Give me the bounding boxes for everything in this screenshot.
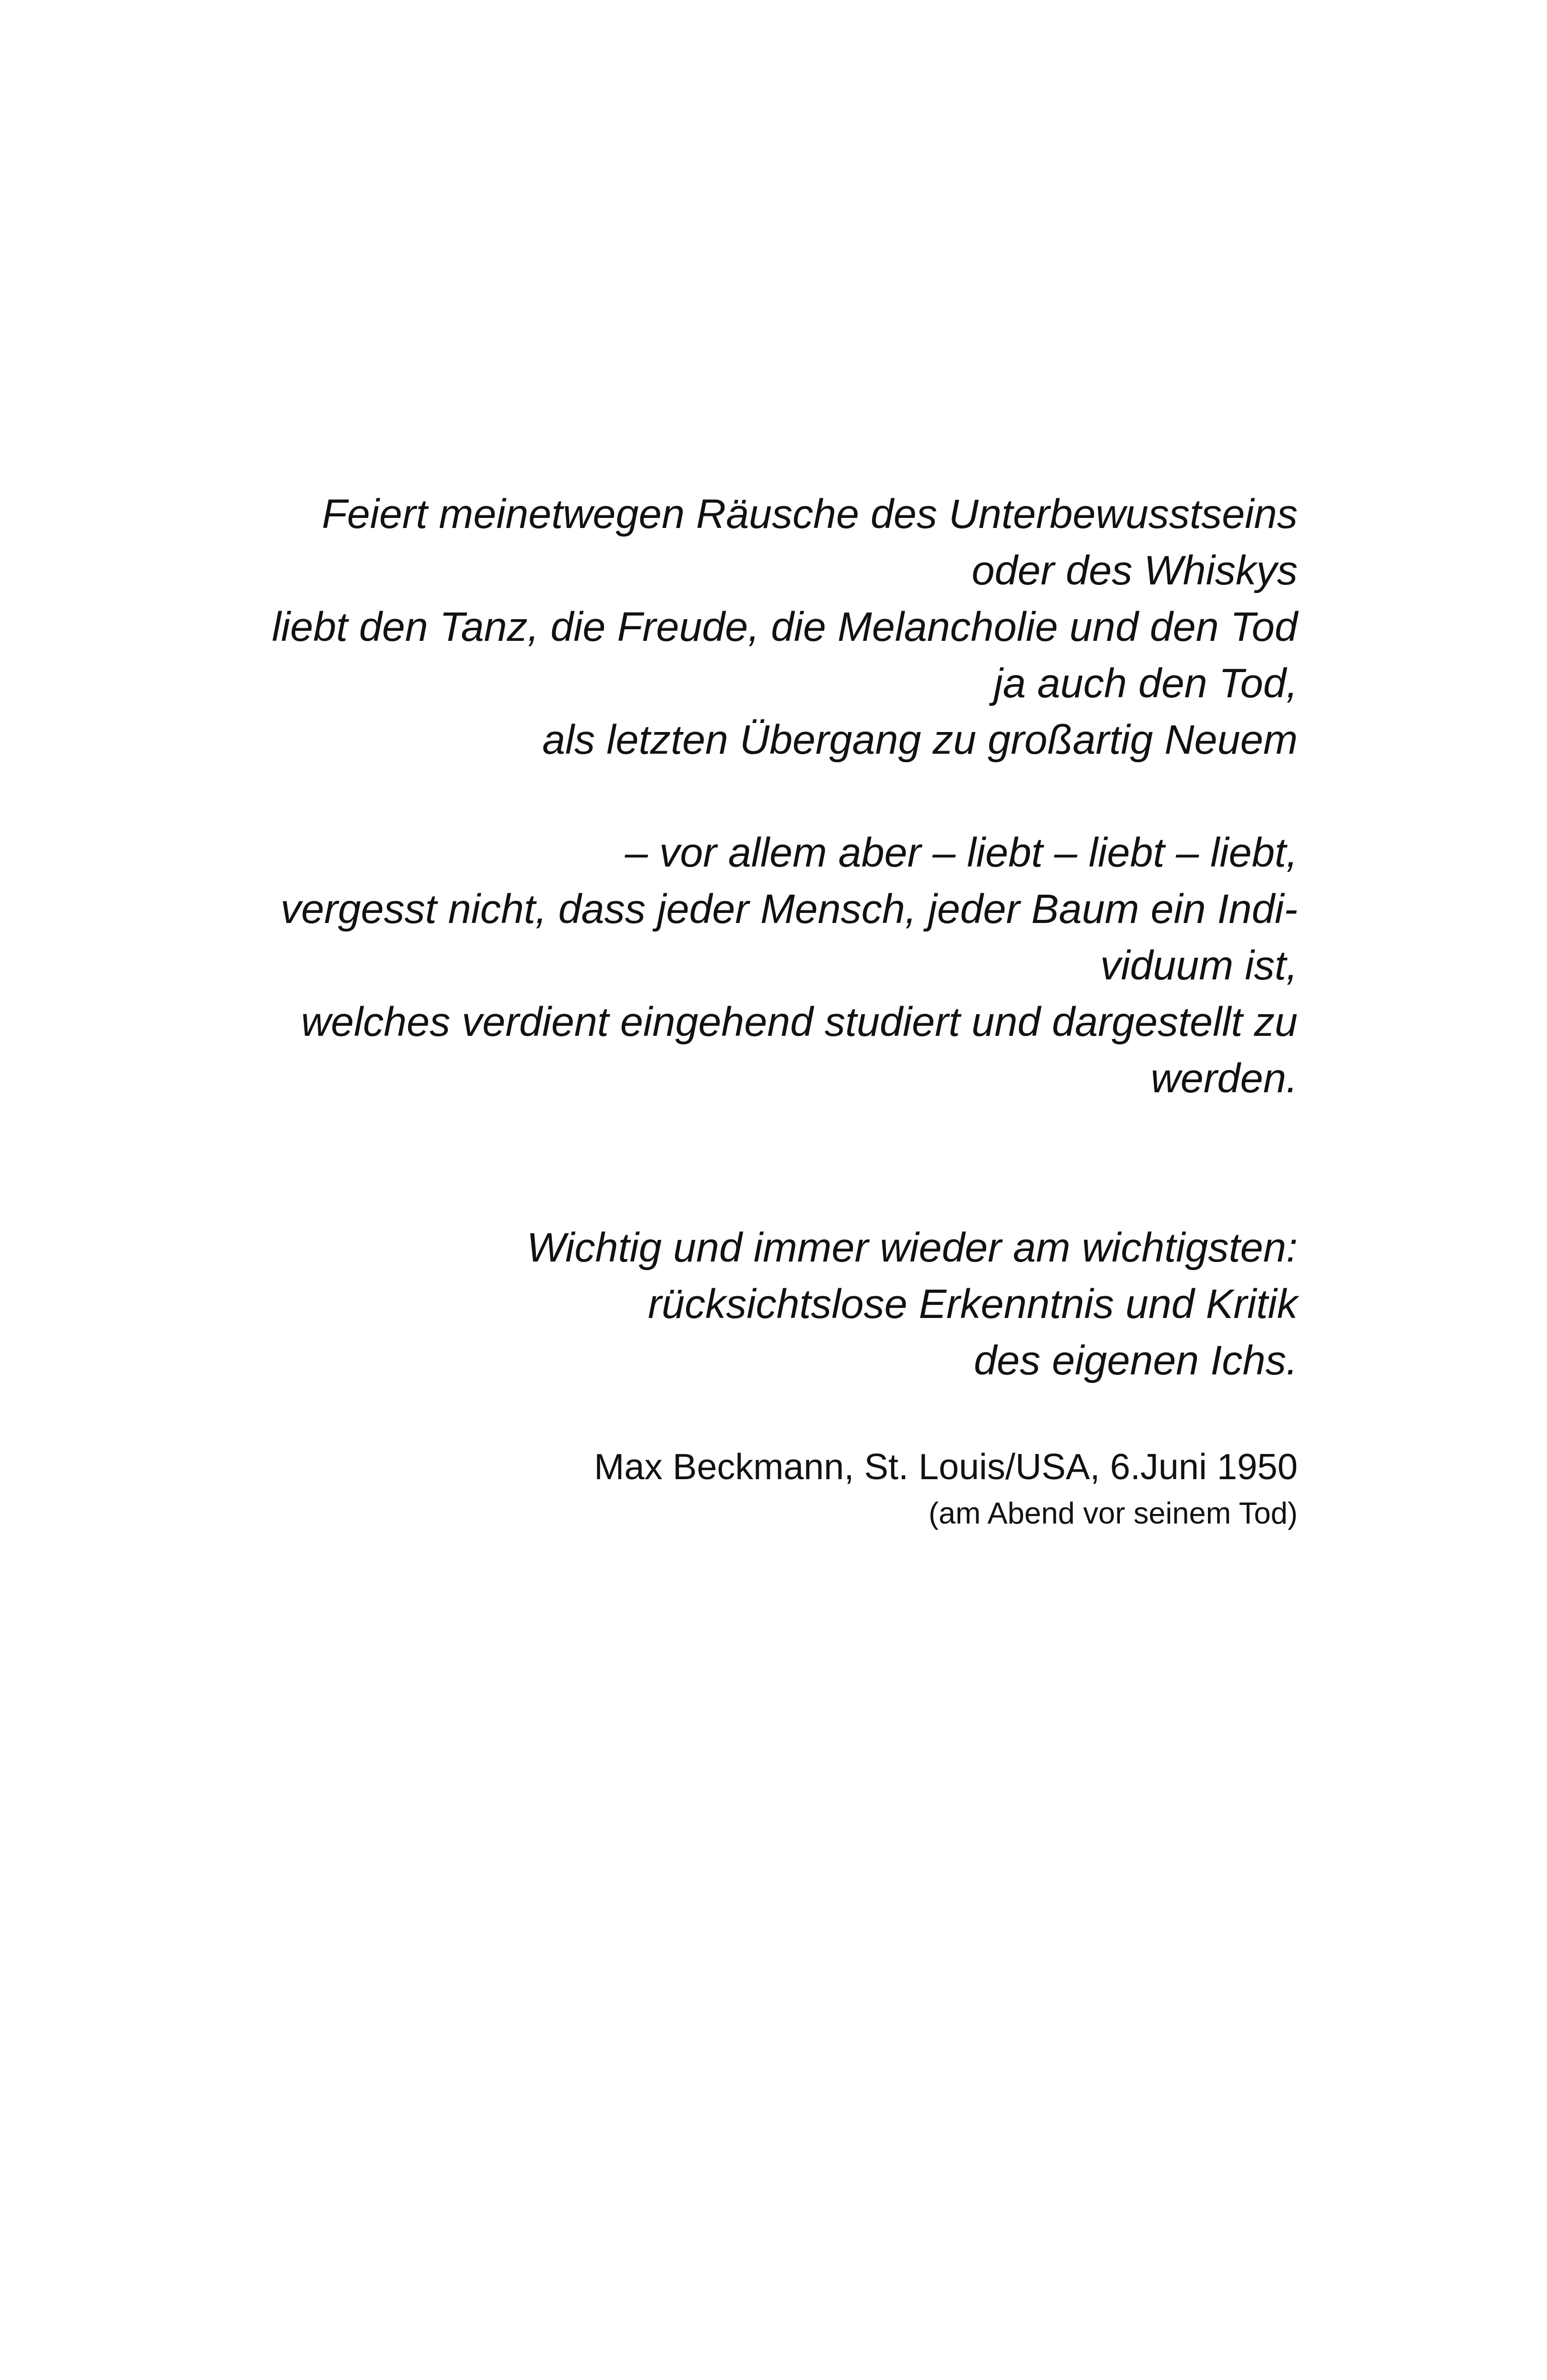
poem-line: liebt den Tanz, die Freude, die Melancholie und den Tod (272, 604, 1298, 650)
poem-line: – vor allem aber – liebt – liebt – liebt, (625, 830, 1298, 876)
poem-line: ja auch den Tod, (993, 660, 1298, 706)
poem-quote (189, 486, 1298, 1389)
poem-line: des eigenen Ichs. (974, 1338, 1298, 1383)
poem-line: viduum ist, (1100, 943, 1298, 988)
poem-line: welches verdient eingehend studiert und dargestellt zu (301, 999, 1298, 1045)
attribution (189, 1442, 1298, 1535)
poem-line: als letzten Übergang zu großartig Neuem (542, 717, 1298, 763)
poem-line: oder des Whiskys (971, 548, 1298, 593)
attribution-note: (am Abend vor seinem Tod) (928, 1496, 1298, 1530)
attribution-author: Max Beckmann, St. Louis/USA, 6.Juni 1950 (594, 1447, 1298, 1487)
stanza-3 (189, 1220, 1298, 1389)
poem-line: werden. (1151, 1055, 1298, 1101)
stanza-1 (189, 486, 1298, 768)
poem-line: vergesst nicht, dass jeder Mensch, jeder Baum ein Indi- (280, 886, 1298, 932)
poem-line: rücksichtslose Erkenntnis und Kritik (648, 1281, 1298, 1327)
poem-line: Feiert meinetwegen Räusche des Unterbewusstseins (321, 491, 1298, 537)
poem-line: Wichtig und immer wieder am wichtigsten: (526, 1225, 1298, 1271)
stanza-2 (189, 825, 1298, 1107)
